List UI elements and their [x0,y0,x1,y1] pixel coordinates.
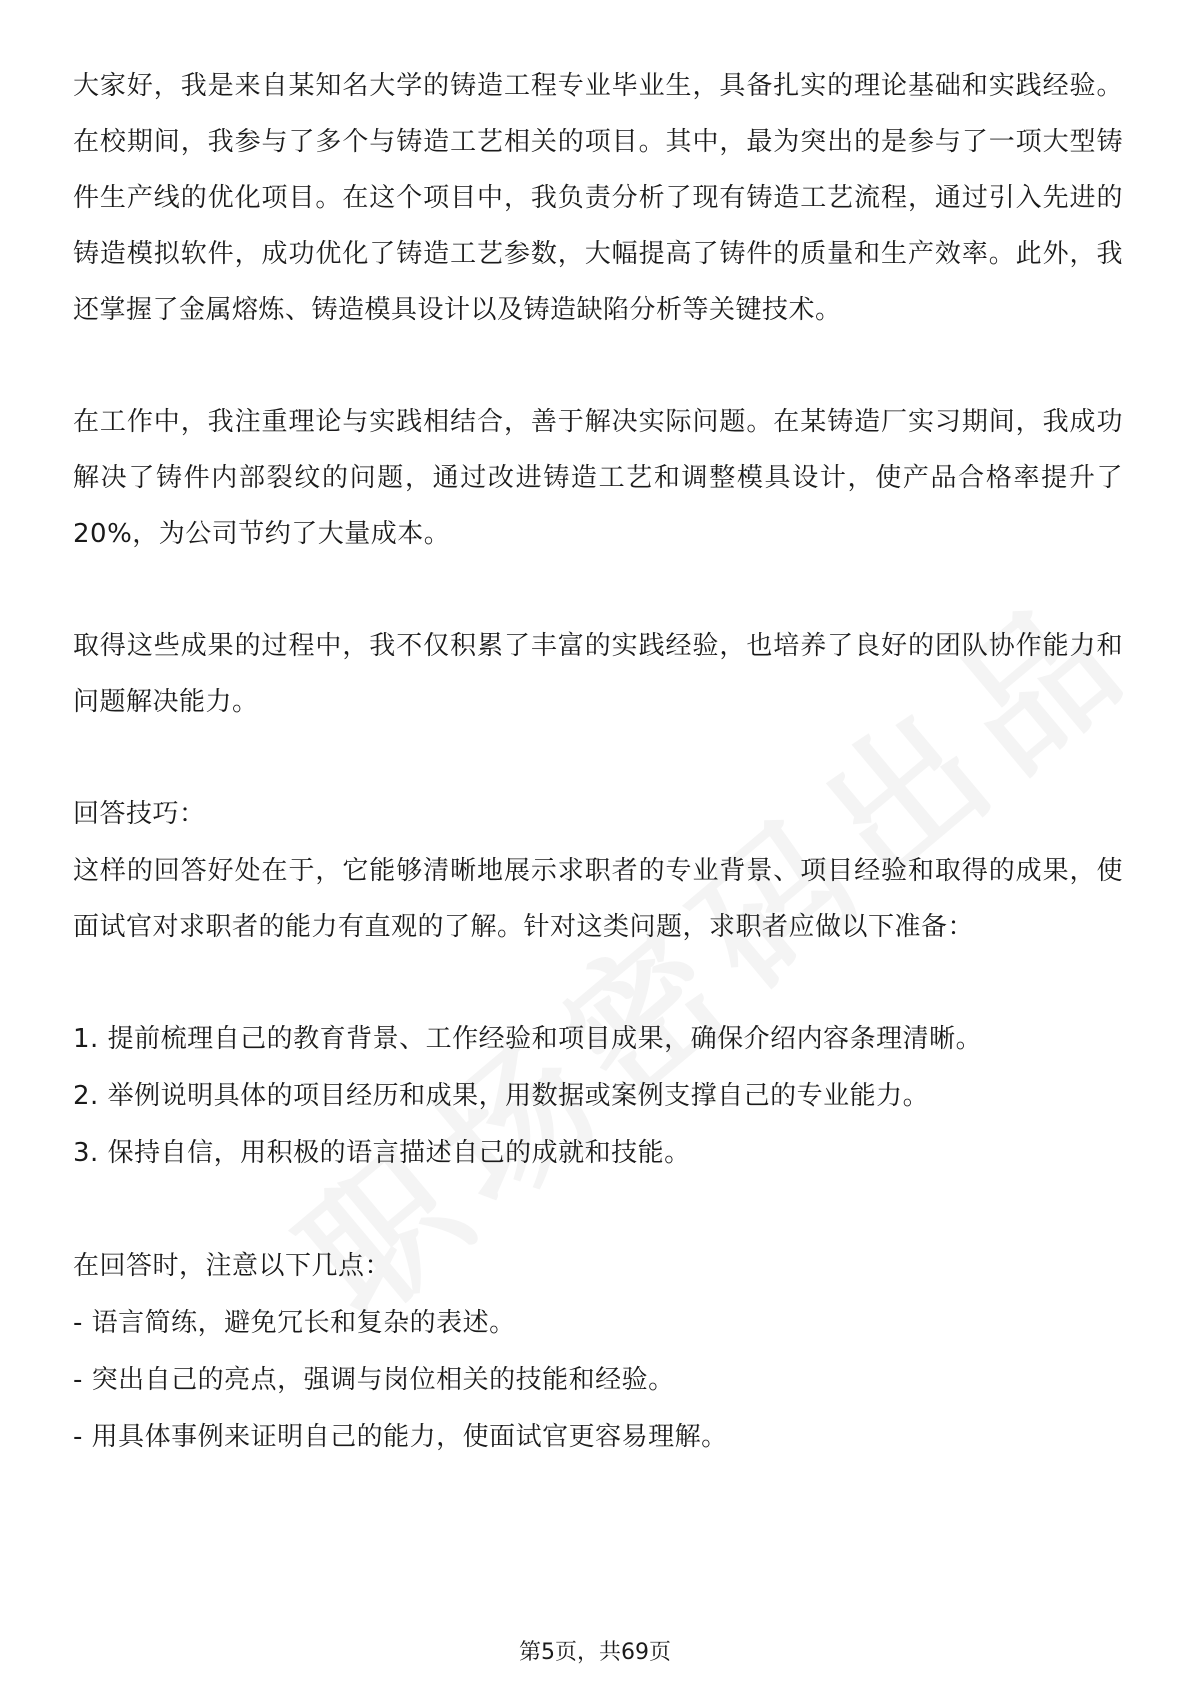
bullet-item-3: - 用具体事例来证明自己的能力，使面试官更容易理解。 [73,1422,728,1452]
paragraph-tips: 这样的回答好处在于，它能够清晰地展示求职者的专业背景、项目经验和取得的成果，使面试官对求职者的能力有直观的了解。针对这类问题，求职者应做以下准备： [73,856,1123,942]
paragraph-work: 在工作中，我注重理论与实践相结合，善于解决实际问题。在某铸造厂实习期间，我成功解决了铸件内部裂纹的问题，通过改进铸造工艺和调整模具设计，使产品合格率提升了20%，为公司节约了大量成本。 [73,407,1123,549]
bullet-item-1: - 语言简练，避免冗长和复杂的表述。 [73,1308,516,1338]
page-content [73,58,1123,1466]
numbered-item-3: 3. 保持自信，用积极的语言描述自己的成就和技能。 [73,1138,691,1168]
page-number-footer: 第5页，共69页 [519,1640,671,1665]
paragraph-intro: 大家好，我是来自某知名大学的铸造工程专业毕业生，具备扎实的理论基础和实践经验。在校期间，我参与了多个与铸造工艺相关的项目。其中，最为突出的是参与了一项大型铸件生产线的优化项目。在这个项目中，我负责分析了现有铸造工艺流程，通过引入先进的铸造模拟软件，成功优化了铸造工艺参数，大幅提高了铸件的质量和生产效率。此外，我还掌握了金属熔炼、铸造模具设计以及铸造缺陷分析等关键技术。 [73,71,1123,325]
numbered-item-1: 1. 提前梳理自己的教育背景、工作经验和项目成果，确保介绍内容条理清晰。 [73,1024,983,1054]
notes-heading: 在回答时，注意以下几点： [73,1251,392,1281]
tips-heading: 回答技巧： [73,799,206,829]
paragraph-achievements: 取得这些成果的过程中，我不仅积累了丰富的实践经验，也培养了良好的团队协作能力和问题解决能力。 [73,631,1123,717]
numbered-item-2: 2. 举例说明具体的项目经历和成果，用数据或案例支撑自己的专业能力。 [73,1081,930,1111]
bullet-item-2: - 突出自己的亮点，强调与岗位相关的技能和经验。 [73,1365,675,1395]
